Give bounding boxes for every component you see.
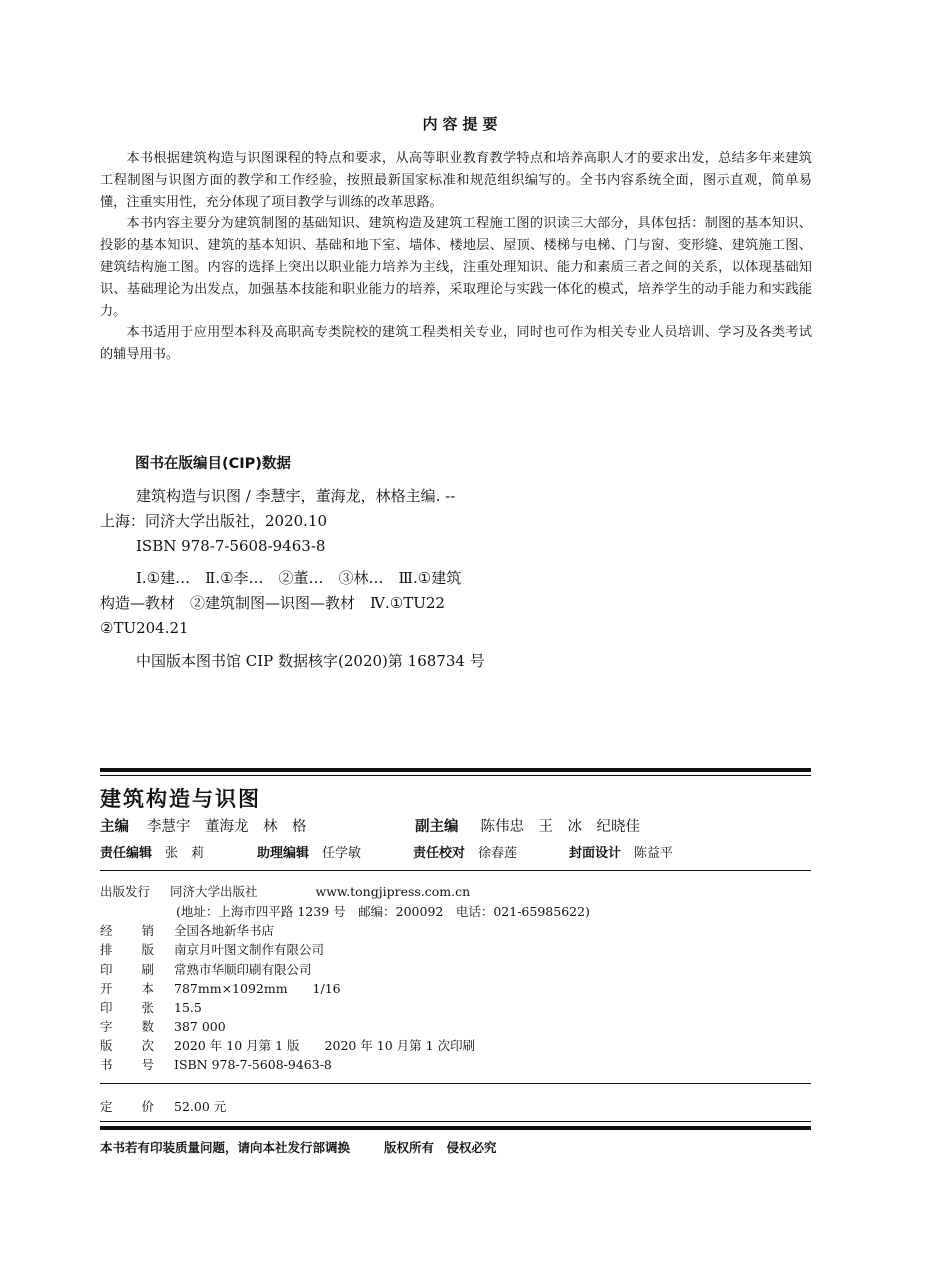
detail-row-distribution: 经销 全国各地新华书店 bbox=[100, 923, 275, 938]
assistant-editor bbox=[257, 842, 361, 861]
copyright-notice bbox=[100, 1138, 497, 1156]
detail-row-isbn: 书号 ISBN 978-7-5608-9463-8 bbox=[100, 1057, 332, 1072]
price-label: 定价 bbox=[100, 1099, 154, 1114]
cip-line: 中国版本图书馆 CIP 数据核字(2020)第 168734 号 bbox=[136, 652, 485, 670]
cip-line: 上海：同济大学出版社，2020.10 bbox=[100, 512, 328, 530]
chief-editor-label: 主编 bbox=[100, 819, 129, 835]
divider-thin bbox=[100, 775, 811, 776]
publisher-row bbox=[100, 882, 470, 900]
cover-design-label: 封面设计 bbox=[569, 846, 622, 861]
divider-thin bbox=[100, 1083, 811, 1084]
cip-line: ②TU204.21 bbox=[100, 619, 189, 637]
divider-thick bbox=[100, 768, 811, 772]
detail-row-typesetting: 排版 南京月叶图文制作有限公司 bbox=[100, 942, 325, 957]
cip-line: 建筑构造与识图 / 李慧宇，董海龙，林格主编. -- bbox=[136, 487, 456, 505]
cip-heading: 图书在版编目(CIP)数据 bbox=[135, 456, 291, 472]
summary-body bbox=[100, 148, 812, 366]
responsible-editor-label: 责任编辑 bbox=[100, 846, 153, 861]
cip-line: ISBN 978-7-5608-9463-8 bbox=[136, 537, 326, 555]
chief-editor-names: 李慧宇 董海龙 林 格 bbox=[147, 819, 307, 835]
responsible-editor bbox=[100, 842, 204, 861]
cover-design bbox=[569, 842, 673, 861]
publisher-label: 出版发行 bbox=[100, 884, 151, 899]
book-title: 建筑构造与识图 bbox=[100, 787, 261, 811]
assistant-editor-name: 任学敏 bbox=[322, 846, 362, 861]
publisher-website: www.tongjipress.com.cn bbox=[315, 884, 471, 899]
detail-row-wordcount: 字数 387 000 bbox=[100, 1019, 226, 1034]
price-row bbox=[100, 1097, 226, 1115]
deputy-editors bbox=[415, 815, 640, 836]
detail-row-printing: 印刷 常熟市华顺印刷有限公司 bbox=[100, 962, 312, 977]
proofreader-name: 徐春莲 bbox=[478, 846, 518, 861]
chief-editors bbox=[100, 815, 307, 836]
summary-paragraph: 本书内容主要分为建筑制图的基础知识、建筑构造及建筑工程施工图的识读三大部分，具体包括：制图的基本知识、投影的基本知识、建筑的基本知识、基础和地下室、墙体、楼地层、屋顶、楼梯与电梯、门与窗、变形缝、建筑施工图、建筑结构施工图。内容的选择上突出以职业能力培养为主线，注重处理知识、能力和素质三者之间的关系，以体现基础知识、基础理论为出发点，加强基本技能和职业能力的培养，采取理论与实践一体化的模式，培养学生的动手能力和实践能力。 bbox=[100, 216, 812, 319]
publisher-name: 同济大学出版社 bbox=[170, 884, 258, 899]
responsible-editor-name: 张 莉 bbox=[165, 846, 205, 861]
summary-paragraph: 本书根据建筑构造与识图课程的特点和要求，从高等职业教育教学特点和培养高职人才的要求出发，总结多年来建筑工程制图与识图方面的教学和工作经验，按照最新国家标准和规范组织编写的。全书内容系统全面，图示直观，简单易懂，注重实用性，充分体现了项目教学与训练的改革思路。 bbox=[100, 151, 812, 210]
deputy-editor-label: 副主编 bbox=[415, 819, 459, 835]
proofreader bbox=[413, 842, 517, 861]
cover-designer-name: 陈益平 bbox=[634, 846, 674, 861]
divider-thin bbox=[100, 1121, 811, 1122]
cip-line: 构造—教材 ②建筑制图—识图—教材 Ⅳ.①TU22 bbox=[100, 594, 445, 612]
assistant-editor-label: 助理编辑 bbox=[257, 846, 310, 861]
publisher-address: (地址：上海市四平路 1239 号 邮编：200092 电话：021-65985622) bbox=[176, 904, 590, 919]
rights-notice: 版权所有 侵权必究 bbox=[384, 1140, 497, 1155]
summary-paragraph: 本书适用于应用型本科及高职高专类院校的建筑工程类相关专业，同时也可作为相关专业人员培训、学习及各类考试的辅导用书。 bbox=[100, 325, 812, 363]
detail-row-format: 开本 787mm×1092mm 1/16 bbox=[100, 981, 341, 996]
divider-thin bbox=[100, 870, 811, 871]
proofreader-label: 责任校对 bbox=[413, 846, 466, 861]
price-value: 52.00 元 bbox=[174, 1099, 227, 1114]
quality-notice: 本书若有印装质量问题，请向本社发行部调换 bbox=[100, 1140, 351, 1155]
detail-row-edition: 版次 2020 年 10 月第 1 版 2020 年 10 月第 1 次印刷 bbox=[100, 1038, 476, 1053]
deputy-editor-names: 陈伟忠 王 冰 纪晓佳 bbox=[480, 819, 640, 835]
cip-line: Ⅰ.①建… Ⅱ.①李… ②董… ③林… Ⅲ.①建筑 bbox=[136, 569, 462, 587]
divider-thick bbox=[100, 1126, 811, 1130]
summary-title: 内容提要 bbox=[422, 115, 503, 133]
detail-row-sheets: 印张 15.5 bbox=[100, 1000, 202, 1015]
